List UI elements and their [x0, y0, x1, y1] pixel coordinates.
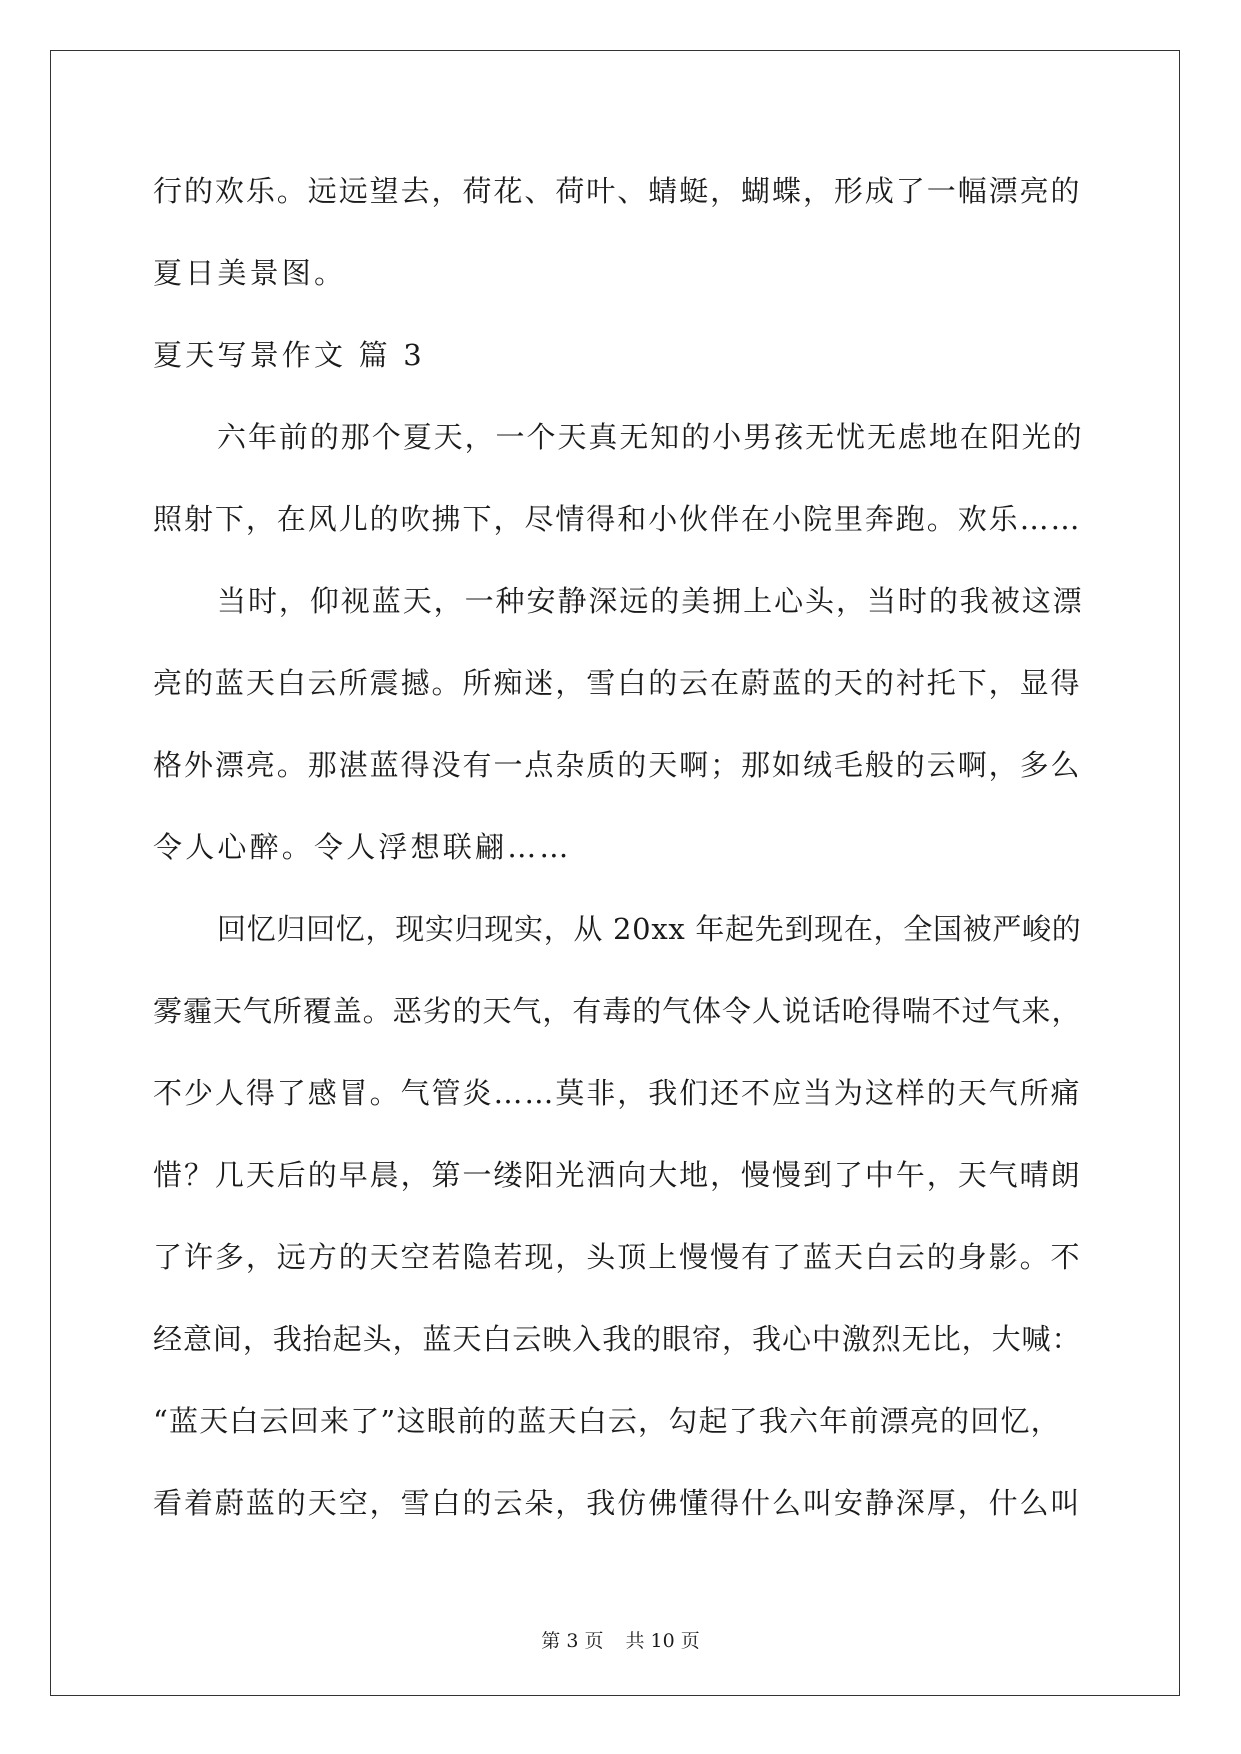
text-line: 了许多，远方的天空若隐若现，头顶上慢慢有了蓝天白云的身影。不: [153, 1240, 1082, 1274]
text-line: 夏日美景图。: [153, 256, 347, 290]
text-line: 不少人得了感冒。气管炎……莫非，我们还不应当为这样的天气所痛: [153, 1076, 1082, 1110]
text-line: 令人心醉。令人浮想联翩……: [153, 830, 572, 864]
text-line: 惜？几天后的早晨，第一缕阳光洒向大地，慢慢到了中午，天气晴朗: [153, 1158, 1082, 1192]
paragraph-start-line: 当时，仰视蓝天，一种安静深远的美拥上心头，当时的我被这漂: [217, 584, 1084, 618]
paragraph-start-line: 回忆归回忆，现实归现实，从 20xx 年起先到现在，全国被严峻的: [217, 912, 1082, 946]
text-line: 照射下，在风儿的吹拂下，尽情得和小伙伴在小院里奔跑。欢乐……: [153, 502, 1082, 536]
document-body: [153, 165, 1088, 1559]
text-line: “蓝天白云回来了”这眼前的蓝天白云，勾起了我六年前漂亮的回忆，: [153, 1404, 1061, 1438]
page-total: 共 10 页: [625, 1630, 700, 1652]
section-heading: 夏天写景作文 篇 3: [153, 338, 425, 372]
text-line: 行的欢乐。远远望去，荷花、荷叶、蜻蜓，蝴蝶，形成了一幅漂亮的: [153, 174, 1082, 208]
paragraph-start-line: 六年前的那个夏天，一个天真无知的小男孩无忧无虑地在阳光的: [217, 420, 1084, 454]
text-line: 格外漂亮。那湛蓝得没有一点杂质的天啊；那如绒毛般的云啊，多么: [153, 748, 1082, 782]
text-line: 亮的蓝天白云所震撼。所痴迷，雪白的云在蔚蓝的天的衬托下，显得: [153, 666, 1082, 700]
page-footer: [0, 1626, 1241, 1653]
text-line: 经意间，我抬起头，蓝天白云映入我的眼帘，我心中激烈无比，大喊：: [153, 1322, 1082, 1356]
text-line: 看着蔚蓝的天空，雪白的云朵，我仿佛懂得什么叫安静深厚，什么叫: [153, 1486, 1082, 1520]
text-line: 雾霾天气所覆盖。恶劣的天气，有毒的气体令人说话呛得喘不过气来，: [153, 994, 1082, 1028]
page-number: 第 3 页: [541, 1630, 604, 1652]
